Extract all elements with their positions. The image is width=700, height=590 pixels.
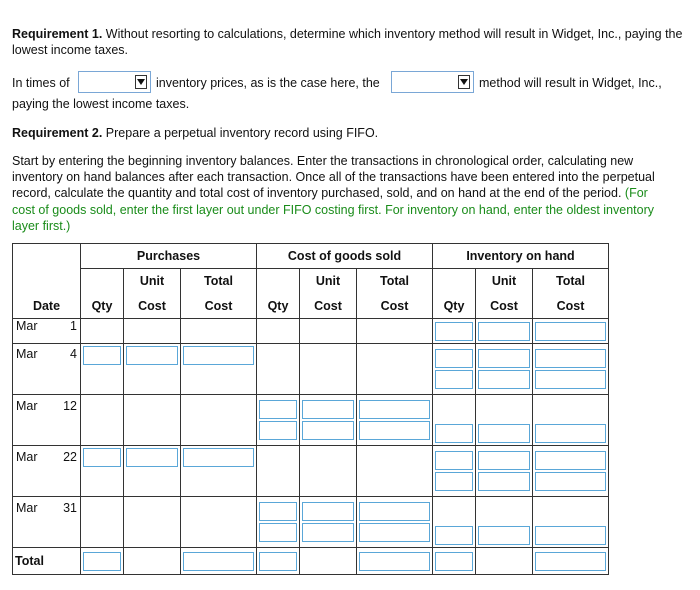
unit-label: Unit <box>300 269 357 294</box>
onhand-total-cost-input[interactable] <box>535 370 606 389</box>
requirement-1-heading: Requirement 1. <box>12 27 103 41</box>
total-onhand-qty-input[interactable] <box>435 552 473 571</box>
cogs-total-cost-input[interactable] <box>359 400 430 419</box>
cogs-qty-input[interactable] <box>259 523 297 542</box>
purchase-total-cost-input[interactable] <box>183 346 254 365</box>
onhand-unit-cost-input[interactable] <box>478 424 530 443</box>
cost-header: Cost <box>181 294 257 319</box>
onhand-qty-input[interactable] <box>435 370 473 389</box>
cogs-unit-cost-input[interactable] <box>302 523 354 542</box>
cogs-total-cost-input[interactable] <box>359 502 430 521</box>
cogs-total-cost-input[interactable] <box>359 421 430 440</box>
onhand-qty-input[interactable] <box>435 322 473 341</box>
cogs-qty-input[interactable] <box>259 400 297 419</box>
table-row <box>13 446 609 497</box>
cogs-unit-cost-input[interactable] <box>302 421 354 440</box>
cost-header: Cost <box>124 294 181 319</box>
perpetual-inventory-record <box>12 243 609 575</box>
total-label: Total <box>533 269 609 294</box>
total-purchase-cost-input[interactable] <box>183 552 254 571</box>
unit-label: Unit <box>124 269 181 294</box>
dropdown-arrow-icon <box>458 75 470 89</box>
onhand-unit-cost-input[interactable] <box>478 370 530 389</box>
purchase-unit-cost-input[interactable] <box>126 346 178 365</box>
total-row-label: Total <box>15 554 44 568</box>
onhand-header: Inventory on hand <box>433 244 609 269</box>
total-label: Total <box>181 269 257 294</box>
date-month: Mar <box>16 319 38 333</box>
date-month: Mar <box>16 347 38 361</box>
cost-header: Cost <box>476 294 533 319</box>
onhand-qty-input[interactable] <box>435 472 473 491</box>
cost-header: Cost <box>357 294 433 319</box>
total-onhand-cost-input[interactable] <box>535 552 606 571</box>
date-day: 22 <box>63 450 77 464</box>
onhand-qty-input[interactable] <box>435 526 473 545</box>
inventory-method-dropdown[interactable] <box>391 71 474 93</box>
cogs-total-cost-input[interactable] <box>359 523 430 542</box>
table-row <box>13 395 609 446</box>
date-month: Mar <box>16 399 38 413</box>
purchase-qty-input[interactable] <box>83 448 121 467</box>
onhand-total-cost-input[interactable] <box>535 424 606 443</box>
cogs-unit-cost-input[interactable] <box>302 502 354 521</box>
requirement-1-text: Requirement 1. Without resorting to calculations, determine which inventory method will result in Widget, Inc., paying the lowest income taxes. <box>12 27 683 57</box>
date-month: Mar <box>16 501 38 515</box>
date-day: 31 <box>63 501 77 515</box>
date-day: 12 <box>63 399 77 413</box>
onhand-unit-cost-input[interactable] <box>478 451 530 470</box>
table-row <box>13 319 609 344</box>
qty-header: Qty <box>257 294 300 319</box>
cost-header: Cost <box>533 294 609 319</box>
purchase-unit-cost-input[interactable] <box>126 448 178 467</box>
requirement-2-heading: Requirement 2. <box>12 126 103 140</box>
instructions-note: (For cost of goods sold, enter the first layer out under FIFO costing first. For inventory on hand, enter the oldest inventory layer first.) <box>12 186 654 233</box>
date-day: 4 <box>70 347 77 361</box>
onhand-unit-cost-input[interactable] <box>478 472 530 491</box>
total-label: Total <box>357 269 433 294</box>
cogs-qty-input[interactable] <box>259 502 297 521</box>
table-row <box>13 344 609 395</box>
cost-header: Cost <box>300 294 357 319</box>
qty-header: Qty <box>433 294 476 319</box>
sentence-part-1: In times of <box>12 76 70 90</box>
onhand-unit-cost-input[interactable] <box>478 322 530 341</box>
price-trend-dropdown[interactable] <box>78 71 151 93</box>
onhand-unit-cost-input[interactable] <box>478 349 530 368</box>
purchases-header: Purchases <box>81 244 257 269</box>
onhand-total-cost-input[interactable] <box>535 526 606 545</box>
date-day: 1 <box>70 319 77 333</box>
onhand-total-cost-input[interactable] <box>535 472 606 491</box>
qty-header: Qty <box>81 294 124 319</box>
sentence-part-4: paying the lowest income taxes. <box>12 97 190 111</box>
table-row <box>13 497 609 548</box>
sentence-part-2: inventory prices, as is the case here, the <box>156 76 380 90</box>
onhand-total-cost-input[interactable] <box>535 349 606 368</box>
requirement-2-text: Requirement 2. Prepare a perpetual inventory record using FIFO. <box>12 126 379 140</box>
onhand-total-cost-input[interactable] <box>535 322 606 341</box>
total-row <box>13 548 609 575</box>
onhand-total-cost-input[interactable] <box>535 451 606 470</box>
total-cogs-qty-input[interactable] <box>259 552 297 571</box>
sentence-part-3: method will result in Widget, Inc., <box>479 76 662 90</box>
purchase-total-cost-input[interactable] <box>183 448 254 467</box>
onhand-qty-input[interactable] <box>435 349 473 368</box>
date-month: Mar <box>16 450 38 464</box>
total-purchase-qty-input[interactable] <box>83 552 121 571</box>
onhand-unit-cost-input[interactable] <box>478 526 530 545</box>
purchase-qty-input[interactable] <box>83 346 121 365</box>
onhand-qty-input[interactable] <box>435 451 473 470</box>
cogs-header: Cost of goods sold <box>257 244 433 269</box>
dropdown-arrow-icon <box>135 75 147 89</box>
cogs-unit-cost-input[interactable] <box>302 400 354 419</box>
date-header: Date <box>13 294 81 319</box>
onhand-qty-input[interactable] <box>435 424 473 443</box>
cogs-qty-input[interactable] <box>259 421 297 440</box>
unit-label: Unit <box>476 269 533 294</box>
total-cogs-cost-input[interactable] <box>359 552 430 571</box>
instructions: Start by entering the beginning inventory balances. Enter the transactions in chronological order, calculating new inventory on hand balances after each transaction. Once all of the transactions have been entered into the perpetual record, calculate the quantity and total cost of inventory purchased, sold, and on hand at the end of the period. (For cost of goods sold, enter the first layer out under FIFO costing first. For inventory on hand, enter the oldest inventory layer first.) <box>12 154 655 233</box>
